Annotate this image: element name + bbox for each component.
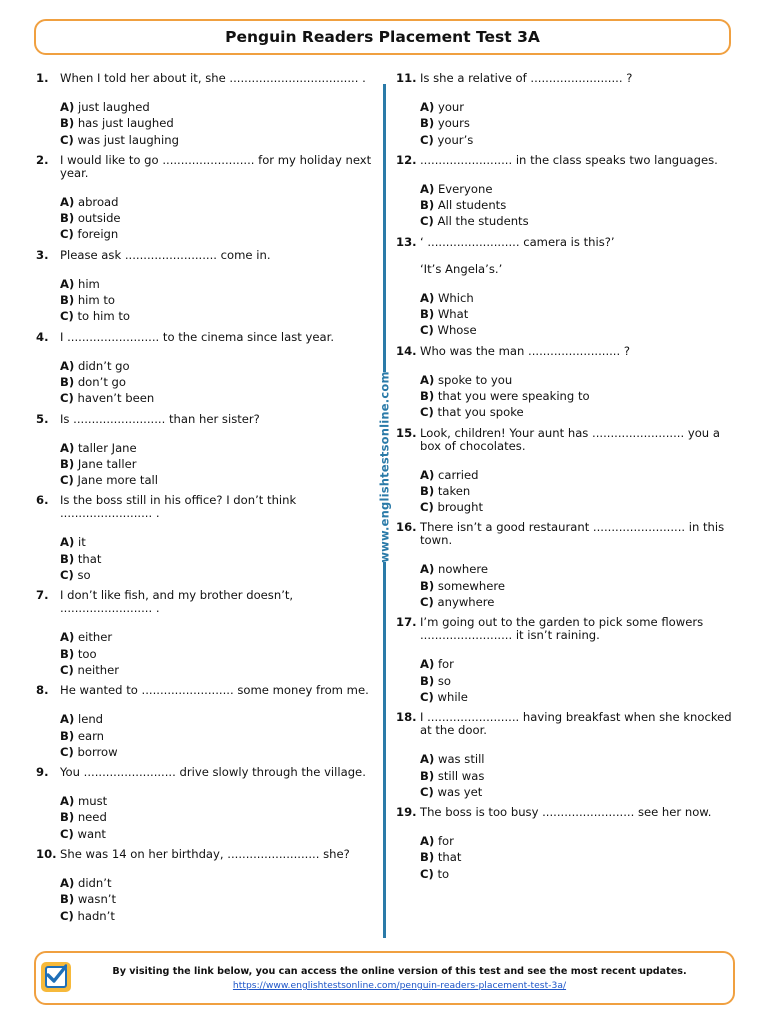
answer-option [420, 656, 741, 672]
question-number: 16. [396, 520, 417, 535]
answer-options [60, 629, 376, 678]
answer-option [420, 467, 741, 483]
answer-options [60, 99, 376, 148]
option-text: so [437, 673, 451, 688]
option-text: for [437, 834, 454, 849]
option-text: What [437, 307, 469, 322]
question-text: I ......................... to the cinema since last year. [60, 329, 335, 344]
question-item [36, 72, 376, 154]
option-letter: C) [60, 391, 74, 406]
option-letter: A) [60, 535, 75, 550]
question-text: The boss is too busy ......................... see her now. [420, 805, 712, 820]
question-text: I ......................... having breakfast when she knocked at the door. [420, 710, 732, 738]
answer-option [60, 662, 376, 678]
option-letter: A) [60, 194, 75, 209]
question-item [396, 345, 741, 427]
option-text: Whose [437, 323, 477, 338]
answer-option [420, 115, 741, 131]
option-text: borrow [77, 744, 118, 759]
option-letter: B) [60, 211, 75, 226]
option-text: your’s [437, 132, 474, 147]
option-letter: A) [60, 440, 75, 455]
question-number: 17. [396, 615, 417, 630]
answer-option [420, 290, 741, 306]
option-text: your [437, 100, 465, 114]
answer-option [60, 744, 376, 760]
option-text: so [77, 568, 91, 583]
option-letter: B) [60, 456, 75, 471]
answer-option [60, 276, 376, 292]
footer-box [34, 951, 735, 1005]
option-text: it [77, 535, 86, 550]
question-number: 18. [396, 710, 417, 725]
question-number: 8. [36, 683, 49, 698]
question-text: You ......................... drive slowly through the village. [60, 765, 366, 780]
option-text: yours [437, 116, 470, 131]
answer-option [60, 567, 376, 583]
question-number: 1. [36, 71, 49, 85]
answer-option [420, 306, 741, 322]
question-text: Look, children! Your aunt has ......................... you a box of chocolates. [420, 425, 720, 453]
option-text: was yet [437, 784, 483, 799]
option-text: wasn’t [77, 892, 117, 907]
answer-options [420, 372, 741, 421]
answer-option [420, 483, 741, 499]
answer-option [60, 226, 376, 242]
option-text: anywhere [437, 595, 495, 610]
option-letter: C) [60, 227, 74, 242]
question-number: 5. [36, 411, 49, 426]
option-text: that [77, 551, 102, 566]
option-text: brought [437, 500, 484, 515]
question-text: When I told her about it, she ................................... . [60, 71, 366, 85]
question-text: ‘ ......................... camera is this?’ [420, 234, 615, 249]
answer-option [420, 578, 741, 594]
answer-option [60, 646, 376, 662]
question-text: Is she a relative of ......................... ? [420, 71, 633, 85]
option-text: was just laughing [77, 132, 179, 147]
option-text: need [77, 810, 107, 825]
question-text: ......................... in the class speaks two languages. [420, 152, 718, 167]
question-item [36, 684, 376, 766]
answer-options [60, 711, 376, 760]
option-text: that you were speaking to [437, 388, 590, 403]
option-letter: A) [60, 794, 75, 809]
answer-options [420, 99, 741, 148]
answer-option [60, 728, 376, 744]
question-item [36, 249, 376, 331]
watermark-text: www.englishtestsonline.com [377, 371, 392, 563]
answer-option [420, 673, 741, 689]
option-letter: A) [420, 100, 435, 114]
answer-option [420, 751, 741, 767]
answer-option [60, 308, 376, 324]
question-item [396, 236, 741, 345]
option-text: taken [437, 483, 471, 498]
question-item [36, 589, 376, 684]
option-text: him [77, 276, 100, 291]
option-text: want [77, 826, 106, 841]
option-text: taller Jane [77, 440, 137, 455]
answer-option [60, 374, 376, 390]
option-letter: C) [420, 500, 434, 515]
question-number: 19. [396, 805, 417, 820]
option-letter: C) [60, 568, 74, 583]
option-letter: C) [420, 866, 434, 881]
question-number: 2. [36, 152, 49, 167]
answer-options [60, 875, 376, 924]
option-letter: A) [60, 276, 75, 291]
option-letter: A) [420, 834, 435, 849]
answer-option [60, 115, 376, 131]
option-text: abroad [77, 194, 119, 209]
checkmark-logo-icon [41, 962, 71, 992]
question-text: Who was the man ......................... ? [420, 343, 631, 358]
answer-option [420, 213, 741, 229]
answer-option [420, 784, 741, 800]
question-number: 3. [36, 247, 49, 262]
option-letter: B) [420, 578, 435, 593]
answer-option [60, 826, 376, 842]
option-text: has just laughed [77, 116, 174, 131]
answer-options [420, 561, 741, 610]
option-letter: C) [420, 323, 434, 338]
option-text: outside [77, 211, 121, 226]
option-letter: A) [420, 372, 435, 387]
option-letter: B) [60, 892, 75, 907]
answer-option [60, 809, 376, 825]
option-text: just laughed [77, 100, 150, 114]
option-text: while [437, 689, 468, 704]
option-letter: B) [420, 388, 435, 403]
answer-option [420, 499, 741, 515]
option-letter: C) [420, 132, 434, 147]
option-letter: B) [60, 728, 75, 743]
answer-option [60, 472, 376, 488]
answer-option [60, 390, 376, 406]
answer-option [420, 866, 741, 882]
answer-option [60, 551, 376, 567]
question-item [36, 331, 376, 413]
question-number: 14. [396, 343, 417, 358]
option-text: Which [437, 290, 474, 305]
question-number: 11. [396, 71, 417, 85]
question-number: 4. [36, 329, 49, 344]
question-item [396, 154, 741, 236]
answer-option [420, 404, 741, 420]
question-item [36, 766, 376, 848]
option-letter: A) [60, 712, 75, 727]
answer-options [60, 358, 376, 407]
answer-option [420, 322, 741, 338]
answer-option [420, 132, 741, 148]
option-text: haven’t been [77, 391, 155, 406]
option-text: neither [77, 662, 119, 677]
answer-option [420, 768, 741, 784]
footer-notice: By visiting the link below, you can access the online version of this test and see the most recent updates. [112, 966, 687, 977]
answer-options [420, 290, 741, 339]
question-text: Is the boss still in his office? I don’t think ......................... . [60, 493, 297, 521]
answer-option [60, 891, 376, 907]
question-text: I don’t like fish, and my brother doesn’t, ......................... . [60, 588, 294, 616]
answer-option [420, 372, 741, 388]
option-text: either [77, 630, 113, 645]
option-letter: B) [60, 551, 75, 566]
answer-option [60, 711, 376, 727]
question-item [396, 806, 741, 888]
answer-option [60, 908, 376, 924]
option-letter: A) [420, 752, 435, 767]
option-letter: A) [420, 181, 435, 196]
answer-option [60, 210, 376, 226]
option-letter: B) [420, 116, 435, 131]
option-text: Everyone [437, 181, 493, 196]
question-item [36, 848, 376, 930]
answer-option [60, 534, 376, 550]
option-letter: B) [60, 293, 75, 308]
option-letter: B) [420, 850, 435, 865]
answer-option [60, 440, 376, 456]
answer-options [60, 276, 376, 325]
option-letter: C) [60, 473, 74, 488]
option-text: too [77, 646, 97, 661]
answer-option [60, 793, 376, 809]
option-text: that [437, 850, 462, 865]
question-item [396, 427, 741, 522]
option-text: to him to [77, 309, 131, 324]
question-number: 12. [396, 152, 417, 167]
question-number: 7. [36, 588, 49, 603]
option-letter: C) [420, 214, 434, 229]
question-item [396, 72, 741, 154]
page-title: Penguin Readers Placement Test 3A [225, 28, 540, 46]
answer-option [60, 292, 376, 308]
option-letter: A) [60, 100, 75, 114]
option-letter: B) [420, 673, 435, 688]
question-text: She was 14 on her birthday, ......................... she? [60, 847, 350, 862]
option-letter: B) [420, 198, 435, 213]
question-text: Please ask ......................... come in. [60, 247, 271, 262]
question-extra-line: ‘It’s Angela’s.’ [420, 261, 503, 276]
question-number: 13. [396, 234, 417, 249]
answer-option [60, 194, 376, 210]
answer-option [60, 132, 376, 148]
question-text: I’m going out to the garden to pick some flowers ......................... it isn’t raining. [420, 615, 704, 643]
question-item [36, 154, 376, 249]
page-title-box [34, 19, 731, 55]
answer-option [60, 99, 376, 115]
answer-options [420, 467, 741, 516]
answer-options [60, 194, 376, 243]
option-text: earn [77, 728, 104, 743]
option-letter: B) [420, 307, 435, 322]
option-letter: A) [60, 876, 75, 891]
option-text: didn’t go [77, 358, 130, 373]
option-letter: B) [420, 483, 435, 498]
option-text: All the students [437, 214, 529, 229]
option-text: lend [77, 712, 104, 727]
answer-option [60, 629, 376, 645]
question-number: 15. [396, 425, 417, 440]
option-letter: C) [60, 309, 74, 324]
answer-option [420, 561, 741, 577]
question-item [36, 494, 376, 589]
option-letter: B) [420, 768, 435, 783]
answer-option [420, 99, 741, 115]
answer-option [420, 849, 741, 865]
option-text: him to [77, 293, 116, 308]
option-letter: B) [60, 374, 75, 389]
answer-option [420, 833, 741, 849]
answer-options [420, 181, 741, 230]
footer-test-link[interactable]: https://www.englishtestsonline.com/penguin-readers-placement-test-3a/ [232, 980, 567, 991]
option-letter: C) [60, 132, 74, 147]
option-letter: C) [420, 784, 434, 799]
questions-column-right [396, 72, 741, 888]
answer-option [420, 689, 741, 705]
question-item [396, 711, 741, 806]
answer-options [420, 833, 741, 882]
questions-column-left [36, 72, 376, 930]
option-text: that you spoke [437, 405, 524, 420]
option-letter: A) [60, 630, 75, 645]
option-text: foreign [77, 227, 119, 242]
answer-options [60, 534, 376, 583]
option-text: Jane more tall [77, 473, 158, 488]
option-text: for [437, 657, 454, 672]
answer-option [420, 594, 741, 610]
option-text: nowhere [437, 562, 489, 577]
answer-option [60, 875, 376, 891]
option-letter: C) [420, 595, 434, 610]
answer-option [420, 388, 741, 404]
option-text: didn’t [77, 876, 112, 891]
option-text: Jane taller [77, 456, 137, 471]
answer-option [420, 181, 741, 197]
option-letter: A) [420, 290, 435, 305]
option-letter: C) [60, 662, 74, 677]
answer-option [60, 358, 376, 374]
answer-options [420, 751, 741, 800]
question-item [396, 616, 741, 711]
question-number: 6. [36, 493, 49, 508]
option-letter: C) [420, 405, 434, 420]
answer-options [60, 440, 376, 489]
option-letter: C) [60, 826, 74, 841]
option-letter: A) [60, 358, 75, 373]
option-letter: B) [60, 646, 75, 661]
question-item [36, 413, 376, 495]
option-text: carried [437, 467, 479, 482]
option-letter: C) [60, 908, 74, 923]
option-text: All students [437, 198, 507, 213]
option-letter: C) [420, 689, 434, 704]
option-text: to [437, 866, 450, 881]
option-text: hadn’t [77, 908, 115, 923]
option-text: must [77, 794, 108, 809]
option-text: somewhere [437, 578, 505, 593]
answer-options [420, 656, 741, 705]
question-text: He wanted to ......................... some money from me. [60, 683, 369, 698]
option-letter: A) [420, 562, 435, 577]
option-text: still was [437, 768, 485, 783]
option-letter: C) [60, 744, 74, 759]
option-letter: A) [420, 657, 435, 672]
watermark-wrap [374, 372, 395, 562]
question-number: 10. [36, 847, 57, 862]
question-item [396, 521, 741, 616]
question-text: Is ......................... than her sister? [60, 411, 260, 426]
question-text: I would like to go ......................... for my holiday next year. [60, 152, 372, 180]
option-text: don’t go [77, 374, 126, 389]
option-text: spoke to you [437, 372, 513, 387]
question-text: There isn’t a good restaurant ......................... in this town. [420, 520, 725, 548]
question-number: 9. [36, 765, 49, 780]
answer-option [420, 197, 741, 213]
option-letter: B) [60, 116, 75, 131]
answer-option [60, 456, 376, 472]
option-letter: B) [60, 810, 75, 825]
option-text: was still [437, 752, 485, 767]
answer-options [60, 793, 376, 842]
option-letter: A) [420, 467, 435, 482]
